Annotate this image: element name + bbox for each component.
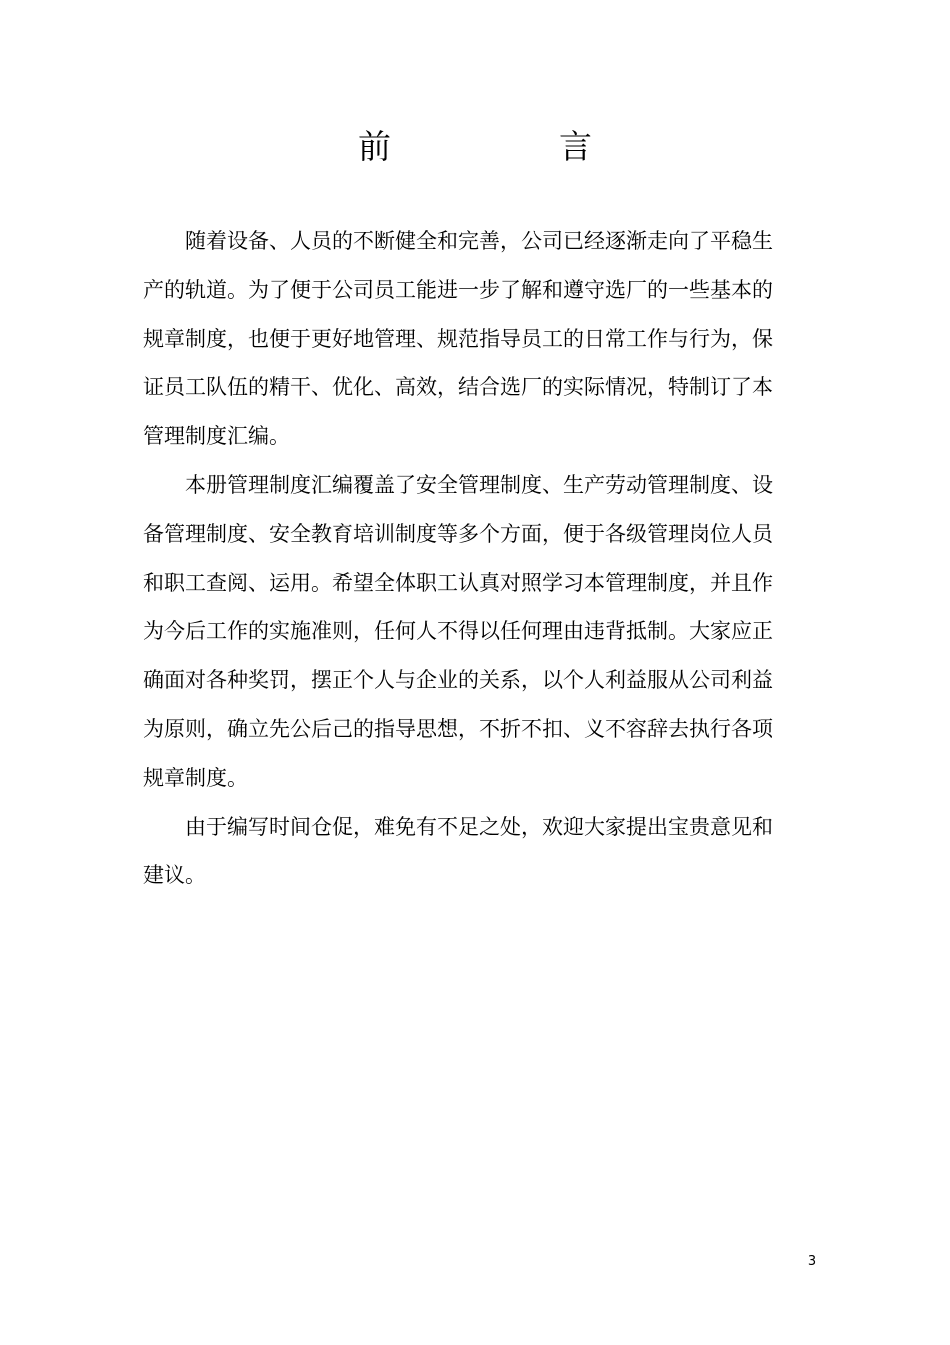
title-char-1: 前 xyxy=(358,127,391,166)
page-title xyxy=(0,122,950,172)
title-char-2: 言 xyxy=(559,127,592,166)
paragraph-3: 由于编写时间仓促，难免有不足之处，欢迎大家提出宝贵意见和建议。 xyxy=(143,814,773,888)
paragraph-1: 随着设备、人员的不断健全和完善，公司已经逐渐走向了平稳生产的轨道。为了便于公司员工能进一步了解和遵守选厂的一些基本的规章制度，也便于更好地管理、规范指导员工的日常工作与行为，保证员工队伍的精干、优化、高效，结合选厂的实际情况，特制订了本管理制度汇编。 xyxy=(143,229,773,449)
paragraph-2: 本册管理制度汇编覆盖了安全管理制度、生产劳动管理制度、设备管理制度、安全教育培训制度等多个方面，便于各级管理岗位人员和职工查阅、运用。希望全体职工认真对照学习本管理制度，并且作为今后工作的实施准则，任何人不得以任何理由违背抵制。大家应正确面对各种奖罚，摆正个人与企业的关系，以个人利益服从公司利益为原则，确立先公后己的指导思想，不折不扣、义不容辞去执行各项规章制度。 xyxy=(143,472,773,790)
page-number: 3 xyxy=(807,1254,817,1269)
preface-body xyxy=(143,217,773,900)
